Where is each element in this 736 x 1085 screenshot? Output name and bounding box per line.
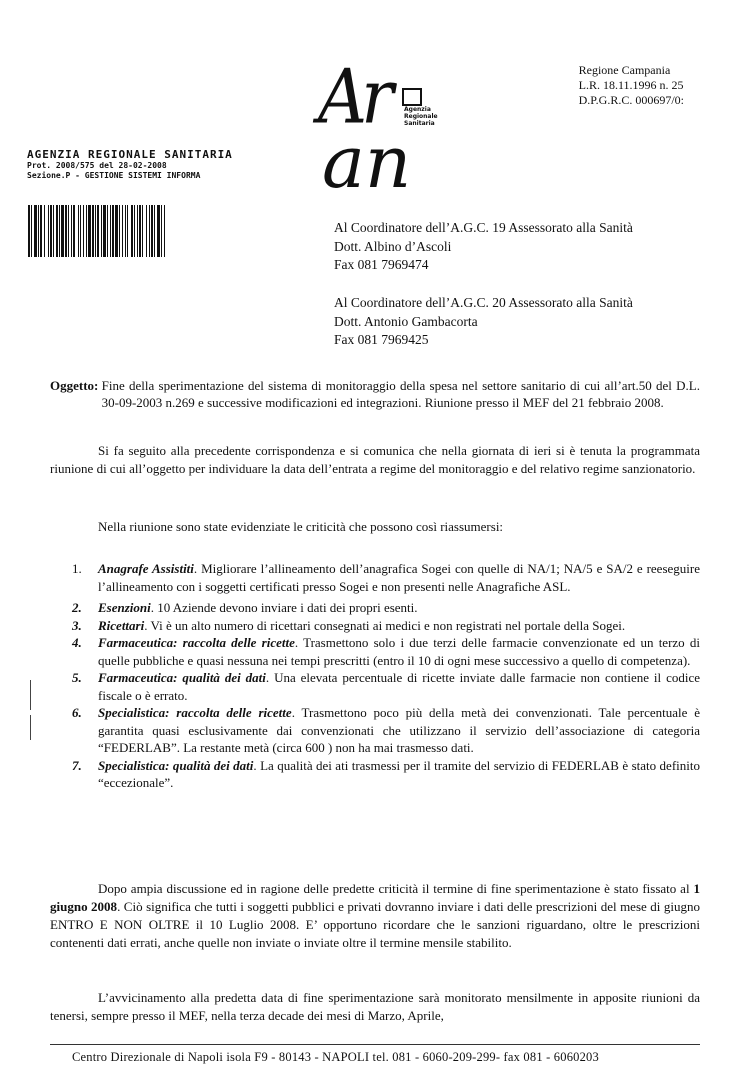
list-item-number: 1. — [72, 561, 82, 576]
recipient-2-name: Dott. Antonio Gambacorta — [334, 313, 478, 329]
footer-divider — [50, 1044, 700, 1045]
criticita-intro: Nella riunione sono state evidenziate le criticità che possono così riassumersi: — [98, 519, 504, 534]
recipient-2-role: Al Coordinatore dell’A.G.C. 20 Assessorato alla Sanità — [334, 295, 633, 310]
list-item-text: . Vi è un alto numero di ricettari consegnati ai medici e non registrati nel portale della Sogei. — [144, 617, 626, 633]
list-item-text: . La qualità dei ati trasmessi per il tramite del servizio di FEDERLAB è stato definito “eccezionale”. — [98, 757, 700, 790]
recipient-1-name: Dott. Albino d’Ascoli — [334, 238, 452, 254]
list-item-text: . 10 Aziende devono inviare i dati dei propri esenti. — [150, 600, 418, 615]
recipient-1 — [334, 219, 633, 275]
list-item-number: 5. — [72, 670, 82, 685]
list-item — [72, 757, 700, 792]
list-item-text: . Trasmettono solo i due terzi delle farmacie convenzionate ed un terzo di quelle pubbliche e quasi nessuna nei tempi prescritti (entro il 10 di ogni mese successivo a quello di competenza). — [98, 635, 700, 668]
subject-text: Fine della sperimentazione del sistema di monitoraggio della spesa nel settore sanitario di cui all’art.50 del D.L. 30-09-2003 n.269 e successive modificazioni ed integrazioni. Riunione presso il MEF del 21 febbraio 2008. — [101, 378, 700, 410]
region-line: Regione Campania — [578, 63, 671, 77]
intro-paragraph: Si fa seguito alla precedente corrispondenza e si comunica che nella giornata di ieri si è tenuta la programmata riunione di cui all’oggetto per individuare la data dell’entrata a regime del monitoraggio e del relativo regime sanzionatorio. — [50, 443, 700, 476]
logo-square-mark — [402, 88, 422, 106]
list-item-text: . Migliorare l’allineamento dell’anagrafica Sogei con quelle di NA/1; NA/5 e SA/2 e reeseguire l’allineamento con i soggetti certificati presso Sogei e non presenti nelle Anagrafiche ASL. — [98, 561, 700, 594]
list-item-number: 3. — [72, 617, 82, 633]
list-item — [72, 704, 700, 757]
region-decree: D.P.G.R.C. 000697/0: — [578, 93, 684, 107]
list-item-title: Farmaceutica: qualità dei dati — [98, 670, 266, 685]
list-item-title: Specialistica: raccolta delle ricette — [98, 705, 292, 720]
barcode — [28, 205, 300, 257]
list-item-text: . Trasmettono poco più della metà dei convenzionati. Tale percentuale è garantita quasi esclusivamente dai convenzionati che utilizzano il servizio dell’associazione di categoria “FEDERLAB”. La restante metà (circa 600 ) non ha mai trasmesso dati. — [98, 705, 701, 755]
stamp-agency: AGENZIA REGIONALE SANITARIA — [27, 148, 233, 161]
margin-mark — [30, 680, 31, 710]
criticita-list — [72, 560, 700, 792]
list-item-title: Ricettari — [98, 617, 145, 633]
logo-top-text: Ar — [318, 54, 388, 141]
list-item-title: Specialistica: qualità dei dati — [98, 757, 254, 773]
stamp-section: Sezione.P - GESTIONE SISTEMI INFORMA — [27, 171, 201, 180]
list-item-number: 6. — [72, 705, 82, 720]
region-law: L.R. 18.11.1996 n. 25 — [578, 78, 684, 92]
barcode-bar — [165, 205, 166, 257]
list-item-text: . Una elevata percentuale di ricette inviate dalle farmacie non contiene il codice fiscale o è errato. — [98, 670, 700, 703]
logo-sub-3: Sanitaria — [404, 120, 435, 127]
list-item-number: 4. — [72, 635, 82, 650]
list-item-title: Esenzioni — [98, 600, 151, 615]
footer-address: Centro Direzionale di Napoli isola F9 - 80143 - NAPOLI tel. 081 - 6060-209-299- fax 081 - 6060203 — [72, 1050, 599, 1064]
conclusion-date: 1 giugno 2008 — [50, 881, 700, 914]
recipient-1-role: Al Coordinatore dell’A.G.C. 19 Assessorato alla Sanità — [334, 220, 633, 235]
list-item — [72, 560, 700, 595]
conclusion-part-1: Dopo ampia discussione ed in ragione delle predette criticità il termine di fine sperimentazione è stato fissato al — [98, 881, 694, 896]
protocol-stamp — [27, 148, 233, 181]
conclusion-part-2: . Ciò significa che tutti i soggetti pubblici e privati dovranno inviare i dati delle prescrizioni del mese di giugno ENTRO E NON OLTRE il 10 Luglio 2008. E’ opportuno ricordare che le sanzioni riguardano, oltre le prescrizioni contenenti dati errati, anche quelle non inviate o inviate oltre il termine mensile stabilito. — [50, 899, 700, 950]
list-item-title: Anagrafe Assistiti — [98, 561, 194, 576]
recipient-1-fax: Fax 081 7969474 — [334, 257, 429, 272]
list-item — [72, 669, 700, 704]
list-item — [72, 599, 700, 617]
logo-sub-2: Regionale — [404, 113, 438, 120]
list-item — [72, 617, 700, 635]
arsan-logo — [312, 54, 438, 204]
logo-sub-1: Agenzia — [404, 106, 431, 113]
recipient-2-fax: Fax 081 7969425 — [334, 332, 429, 347]
list-item-number: 2. — [72, 600, 82, 615]
recipient-2 — [334, 294, 633, 350]
stamp-protocol: Prot. 2008/575 del 28-02-2008 — [27, 161, 167, 170]
logo-bottom-text: an — [322, 120, 412, 204]
subject-block: Oggetto : Fine della sperimentazione del sistema di monitoraggio della spesa nel settore sanitario di cui all’art.50 del D.L. 30-09-2003 n.269 e successive modificazioni ed integrazioni. Riunione presso il MEF del 21 febbraio 2008. — [50, 378, 700, 410]
margin-mark — [30, 715, 31, 740]
conclusion-paragraph — [50, 880, 700, 952]
list-item — [72, 634, 700, 669]
subject-label: Oggetto — [50, 378, 95, 393]
monitoring-paragraph: L’avvicinamento alla predetta data di fine sperimentazione sarà monitorato mensilmente in apposite riunioni da tenersi, sempre presso il MEF, nella terza decade dei mesi di Marzo, Aprile, — [50, 990, 700, 1023]
list-item-title: Farmaceutica: raccolta delle ricette — [98, 635, 295, 650]
region-info — [579, 63, 684, 108]
list-item-number: 7. — [72, 757, 82, 773]
